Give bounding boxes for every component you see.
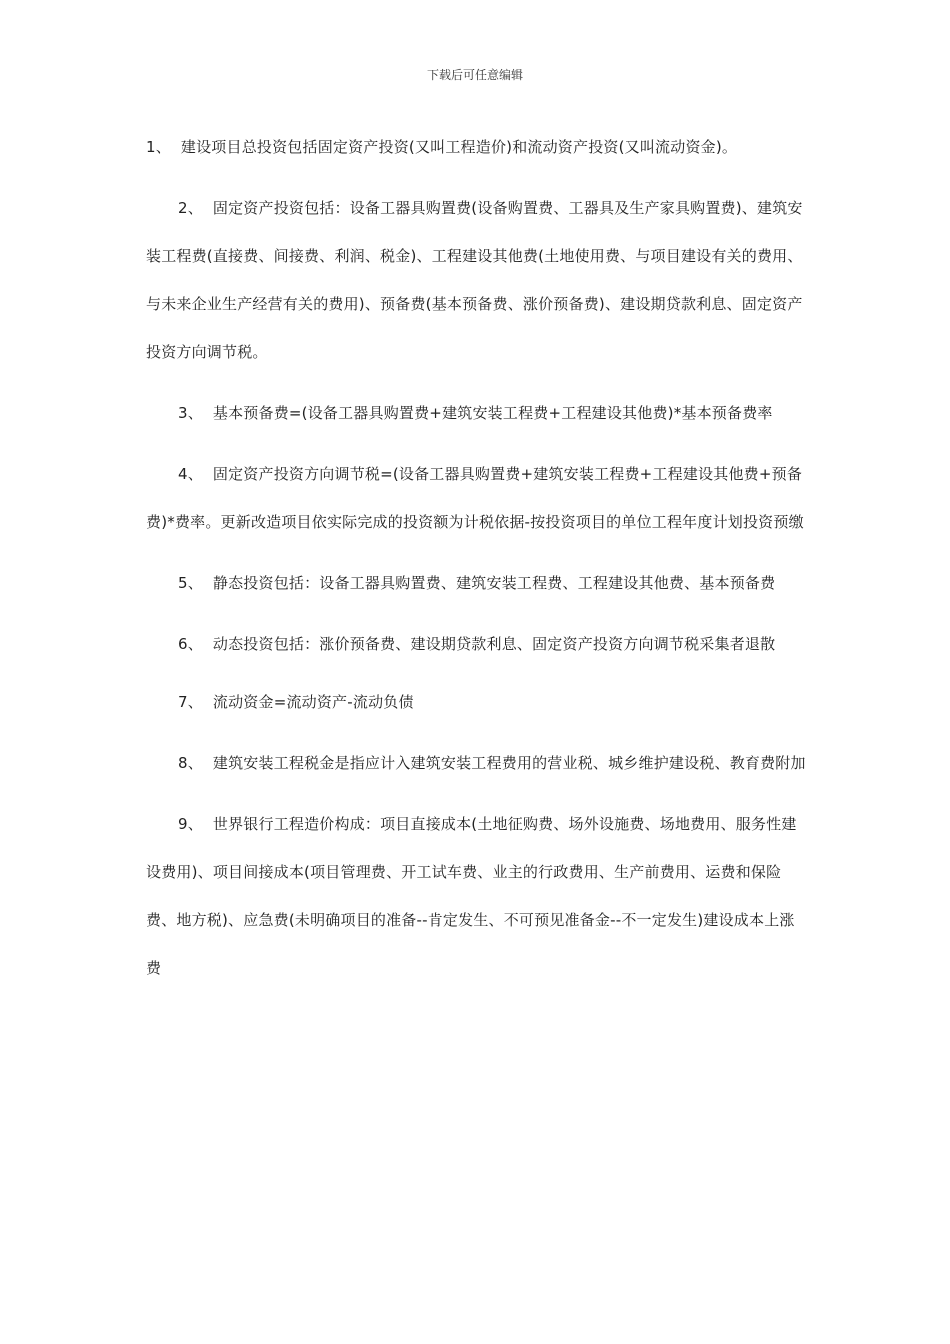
page-header: 下载后可任意编辑 <box>426 68 523 82</box>
paragraph-1 <box>146 123 808 171</box>
item-text: 固定资产投资包括：设备工器具购置费(设备购置费、工器具及生产家具购置费)、建筑安装工程费(直接费、间接费、利润、税金)、工程建设其他费(土地使用费、与项目建设有关的费用、与未来企业生产经营有关的费用)、预备费(基本预备费、涨价预备费)、建设期贷款利息、固定资产投资方向调节税。 <box>146 199 803 361</box>
item-text: 静态投资包括：设备工器具购置费、建筑安装工程费、工程建设其他费、基本预备费 <box>212 574 776 592</box>
item-number: 6、 <box>178 635 203 653</box>
item-number: 4、 <box>178 465 203 483</box>
paragraph-7 <box>146 678 808 726</box>
document-body <box>146 123 808 992</box>
paragraph-6 <box>146 620 808 668</box>
item-number: 9、 <box>178 815 203 833</box>
item-text: 固定资产投资方向调节税=(设备工器具购置费+建筑安装工程费+工程建设其他费+预备费)*费率。更新改造项目依实际完成的投资额为计税依据-按投资项目的单位工程年度计划投资预缴 <box>146 465 804 531</box>
paragraph-9 <box>146 800 808 992</box>
item-number: 7、 <box>178 693 203 711</box>
item-number: 3、 <box>178 404 203 422</box>
paragraph-8 <box>146 739 808 787</box>
item-number: 5、 <box>178 574 203 592</box>
item-number: 2、 <box>178 199 203 217</box>
item-text: 建筑安装工程税金是指应计入建筑安装工程费用的营业税、城乡维护建设税、教育费附加 <box>212 754 806 772</box>
item-text: 基本预备费=(设备工器具购置费+建筑安装工程费+工程建设其他费)*基本预备费率 <box>212 404 773 422</box>
item-text: 建设项目总投资包括固定资产投资(又叫工程造价)和流动资产投资(又叫流动资金)。 <box>180 138 738 156</box>
item-text: 世界银行工程造价构成：项目直接成本(土地征购费、场外设施费、场地费用、服务性建设费用)、项目间接成本(项目管理费、开工试车费、业主的行政费用、生产前费用、运费和保险费、地方税)、应急费(未明确项目的准备--肯定发生、不可预见准备金--不一定发生)建设成本上涨费 <box>146 815 797 977</box>
paragraph-5 <box>146 559 808 607</box>
item-text: 动态投资包括：涨价预备费、建设期贷款利息、固定资产投资方向调节税采集者退散 <box>212 635 776 653</box>
paragraph-2 <box>146 184 808 376</box>
item-number: 1、 <box>146 138 171 156</box>
paragraph-4 <box>146 450 808 546</box>
paragraph-3 <box>146 389 808 437</box>
item-text: 流动资金=流动资产-流动负债 <box>212 693 414 711</box>
item-number: 8、 <box>178 754 203 772</box>
